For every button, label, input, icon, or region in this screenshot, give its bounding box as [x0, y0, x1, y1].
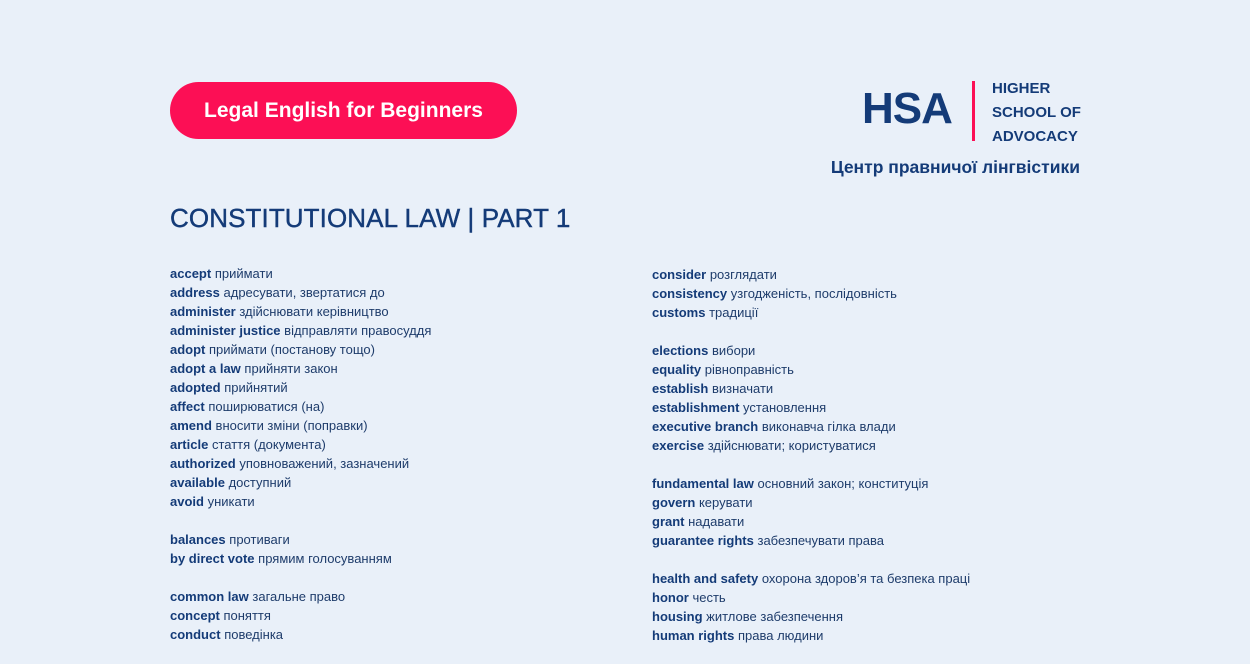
glossary-entry: [652, 379, 970, 398]
course-label: Legal English for Beginners: [204, 98, 483, 122]
glossary-translation: виконавча гілка влади: [761, 419, 896, 434]
glossary-term: administer: [170, 304, 236, 319]
glossary-translation: загальне право: [252, 589, 346, 604]
glossary-translation: уникати: [207, 494, 255, 509]
glossary-term: accept: [170, 266, 212, 281]
glossary-term: address: [170, 285, 220, 300]
glossary-term: authorized: [170, 456, 236, 471]
logo-mark: HSA: [862, 84, 952, 133]
glossary-translation: вибори: [711, 343, 756, 358]
glossary-translation: керувати: [698, 495, 753, 510]
logo-text: [992, 77, 1081, 149]
glossary-entry: [170, 302, 431, 321]
logo-line: HIGHER: [992, 80, 1051, 97]
glossary-entry: [652, 360, 970, 379]
glossary-translation: розглядати: [709, 267, 777, 282]
group-spacer: [652, 550, 970, 569]
glossary-translation: противаги: [229, 532, 290, 547]
glossary-translation: поширюватися (на): [208, 399, 325, 414]
glossary-term: executive branch: [652, 419, 759, 434]
glossary-term: grant: [652, 514, 685, 529]
glossary-entry: [170, 492, 431, 511]
glossary-translation: доступний: [228, 475, 292, 490]
glossary-entry: [170, 473, 431, 492]
glossary-entry: [652, 474, 970, 493]
glossary-term: article: [170, 437, 209, 452]
glossary-entry: [652, 436, 970, 455]
glossary-translation: установлення: [743, 400, 827, 415]
glossary-translation: традиції: [709, 305, 759, 320]
glossary-column-left: [170, 264, 431, 644]
glossary-entry: [170, 454, 431, 473]
glossary-entry: [652, 341, 970, 360]
glossary-entry: [652, 417, 970, 436]
glossary-translation: узгодженість, послідовність: [730, 286, 897, 301]
glossary-term: customs: [652, 305, 706, 320]
glossary-term: balances: [170, 532, 226, 547]
glossary-entry: [652, 493, 970, 512]
glossary-entry: [652, 398, 970, 417]
glossary-entry: [652, 607, 970, 626]
glossary-entry: [170, 397, 431, 416]
glossary-entry: [170, 359, 431, 378]
glossary-entry: [652, 588, 970, 607]
glossary-column-right: [652, 265, 970, 645]
glossary-term: govern: [652, 495, 696, 510]
glossary-entry: [170, 340, 431, 359]
glossary-term: establishment: [652, 400, 740, 415]
glossary-term: amend: [170, 418, 212, 433]
glossary-entry: [652, 512, 970, 531]
logo-divider: [972, 81, 975, 141]
glossary-entry: [170, 321, 431, 340]
glossary-term: adopt: [170, 342, 206, 357]
glossary-entry: [170, 416, 431, 435]
glossary-translation: честь: [692, 590, 726, 605]
glossary-translation: права людини: [737, 628, 824, 643]
hsa-logo: [862, 76, 1082, 146]
glossary-translation: визначати: [711, 381, 774, 396]
logo-line: SCHOOL OF: [992, 104, 1081, 121]
logo-line: ADVOCACY: [992, 128, 1078, 145]
glossary-entry: [170, 264, 431, 283]
glossary-translation: вносити зміни (поправки): [215, 418, 368, 433]
glossary-entry: [652, 626, 970, 645]
glossary-translation: забезпечувати права: [757, 533, 885, 548]
glossary-entry: [170, 530, 431, 549]
glossary-entry: [652, 303, 970, 322]
course-badge: [170, 82, 517, 139]
glossary-term: conduct: [170, 627, 221, 642]
glossary-term: establish: [652, 381, 709, 396]
glossary-term: consistency: [652, 286, 728, 301]
glossary-entry: [652, 265, 970, 284]
glossary-term: administer justice: [170, 323, 281, 338]
glossary-entry: [170, 283, 431, 302]
glossary-translation: прийнятий: [224, 380, 288, 395]
glossary-term: health and safety: [652, 571, 759, 586]
glossary-term: available: [170, 475, 225, 490]
glossary-translation: адресувати, звертатися до: [223, 285, 385, 300]
glossary-entry: [652, 284, 970, 303]
glossary-entry: [170, 378, 431, 397]
glossary-translation: поняття: [223, 608, 271, 623]
group-spacer: [170, 511, 431, 530]
glossary-term: affect: [170, 399, 205, 414]
glossary-term: guarantee rights: [652, 533, 754, 548]
glossary-term: human rights: [652, 628, 735, 643]
glossary-translation: охорона здоров’я та безпека праці: [761, 571, 971, 586]
glossary-term: honor: [652, 590, 689, 605]
glossary-entry: [652, 569, 970, 588]
glossary-translation: надавати: [688, 514, 745, 529]
glossary-entry: [170, 625, 431, 644]
glossary-term: common law: [170, 589, 249, 604]
glossary-translation: основний закон; конституція: [757, 476, 929, 491]
glossary-term: elections: [652, 343, 709, 358]
glossary-translation: поведінка: [224, 627, 284, 642]
group-spacer: [652, 322, 970, 341]
glossary-translation: прямим голосуванням: [258, 551, 392, 566]
glossary-translation: житлове забезпечення: [706, 609, 843, 624]
glossary-translation: прийняти закон: [244, 361, 338, 376]
glossary-term: adopted: [170, 380, 221, 395]
glossary-entry: [170, 606, 431, 625]
group-spacer: [170, 568, 431, 587]
glossary-translation: рівноправність: [704, 362, 794, 377]
glossary-entry: [170, 587, 431, 606]
glossary-entry: [652, 531, 970, 550]
glossary-term: concept: [170, 608, 220, 623]
glossary-translation: приймати: [214, 266, 273, 281]
glossary-translation: стаття (документа): [211, 437, 326, 452]
glossary-term: fundamental law: [652, 476, 754, 491]
glossary-term: avoid: [170, 494, 204, 509]
glossary-term: housing: [652, 609, 703, 624]
glossary-entry: [170, 549, 431, 568]
group-spacer: [652, 455, 970, 474]
glossary-term: by direct vote: [170, 551, 255, 566]
glossary-translation: здійснювати керівництво: [239, 304, 389, 319]
glossary-term: adopt a law: [170, 361, 241, 376]
glossary-translation: уповноважений, зазначений: [239, 456, 410, 471]
page-title: CONSTITUTIONAL LAW | PART 1: [170, 203, 571, 233]
glossary-translation: здійснювати; користуватися: [707, 438, 876, 453]
glossary-translation: приймати (постанову тощо): [209, 342, 375, 357]
glossary-term: exercise: [652, 438, 705, 453]
center-name: Центр правничої лінгвістики: [830, 157, 1080, 177]
glossary-term: equality: [652, 362, 702, 377]
glossary-term: consider: [652, 267, 707, 282]
glossary-translation: відправляти правосуддя: [284, 323, 432, 338]
glossary-entry: [170, 435, 431, 454]
